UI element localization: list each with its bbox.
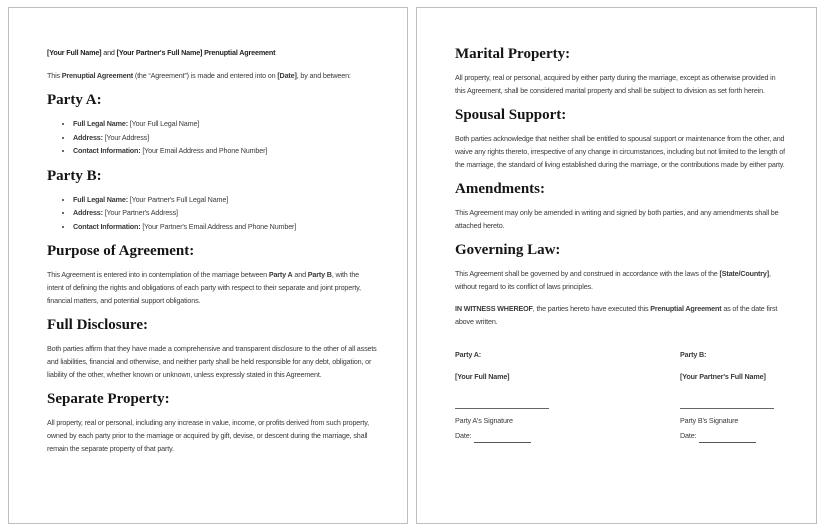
party-b-date-line (699, 434, 756, 443)
spousal-support-paragraph: Both parties acknowledge that neither shall be entitled to spousal support or maintenance from the other, and waive any rights thereto, irrespective of any change in circumstances, including but not limited to the length of the marriage, the standard of living established during the marriage, or the contributions made by either party. (455, 134, 785, 169)
party-b-date-row (680, 429, 786, 443)
heading-spousal-support: Spousal Support: (455, 107, 567, 123)
heading-amendments: Amendments: (455, 181, 545, 197)
heading-party-a: Party A: (47, 92, 102, 108)
party-b-signature-line (680, 392, 774, 409)
purpose-paragraph: This Agreement is entered into in contemplation of the marriage between Party A and Party B, with the intent of defining the rights and obligations of each party with respect to their separate and joint property, financial matters, and potential support obligations. (47, 270, 361, 305)
separate-property-paragraph: All property, real or personal, including any increase in value, income, or profits derived from such property, owned by each party prior to the marriage or acquired by gift, devise, or descent during the marriage, shall remain the separate property of that party. (47, 418, 369, 453)
heading-governing-law: Governing Law: (455, 242, 561, 258)
party-a-name-placeholder: [Your Full Name] (455, 372, 510, 381)
governing-law-paragraph: This Agreement shall be governed by and construed in accordance with the laws of the [State/Country], without regard to its conflict of laws principles. (455, 269, 771, 291)
party-b-name-placeholder: [Your Partner's Full Name] (680, 372, 766, 381)
amendments-paragraph: This Agreement may only be amended in writing and signed by both parties, and any amendments shall be attached hereto. (455, 208, 779, 230)
heading-purpose-of-agreement: Purpose of Agreement: (47, 243, 195, 259)
full-disclosure-paragraph: Both parties affirm that they have made a comprehensive and transparent disclosure to the other of all assets and liabilities, financial and otherwise, and neither party shall be held responsible for any debt, obligation, or liability of the other, whether known or unknown, unless expressly stated in this Agreement. (47, 344, 377, 379)
list-item: • Address: [Your Partner's Address] (73, 206, 377, 220)
list-item: • Full Legal Name: [Your Full Legal Name] (73, 117, 377, 131)
marital-property-paragraph: All property, real or personal, acquired by either party during the marriage, except as otherwise provided in this Agreement, shall be considered marital property and shall be subject to division as set forth herein. (455, 73, 776, 95)
heading-full-disclosure: Full Disclosure: (47, 317, 148, 333)
heading-separate-property: Separate Property: (47, 391, 170, 407)
signature-block-party-b (680, 348, 786, 443)
party-a-label: Party A: (455, 350, 482, 359)
signature-block-party-a (455, 348, 680, 443)
document-page-1 (8, 7, 408, 524)
party-b-label: Party B: (680, 350, 707, 359)
party-b-signature-caption: Party B's Signature (680, 416, 739, 425)
party-a-date-label: Date: (455, 431, 472, 440)
witness-paragraph: IN WITNESS WHEREOF, the parties hereto have executed this Prenuptial Agreement as of the date first above written. (455, 304, 778, 326)
party-a-date-line (474, 434, 531, 443)
party-a-signature-caption: Party A's Signature (455, 416, 513, 425)
list-item: • Address: [Your Address] (73, 131, 377, 145)
list-item: • Full Legal Name: [Your Partner's Full Legal Name] (73, 193, 377, 207)
party-b-details-list (47, 193, 377, 234)
heading-party-b: Party B: (47, 167, 102, 184)
intro-paragraph: This Prenuptial Agreement (the “Agreement”) is made and entered into on [Date], by and between: (47, 71, 351, 80)
signature-section (455, 348, 786, 443)
party-a-details-list (47, 117, 377, 158)
party-b-date-label: Date: (680, 431, 697, 440)
document-page-2 (416, 7, 817, 524)
document-title: [Your Full Name] and [Your Partner's Full Name] Prenuptial Agreement (47, 48, 276, 57)
list-item: • Contact Information: [Your Partner's Email Address and Phone Number] (73, 220, 377, 234)
party-a-signature-line (455, 392, 549, 409)
list-item: • Contact Information: [Your Email Address and Phone Number] (73, 144, 377, 158)
party-a-date-row (455, 429, 680, 443)
heading-marital-property: Marital Property: (455, 46, 571, 62)
